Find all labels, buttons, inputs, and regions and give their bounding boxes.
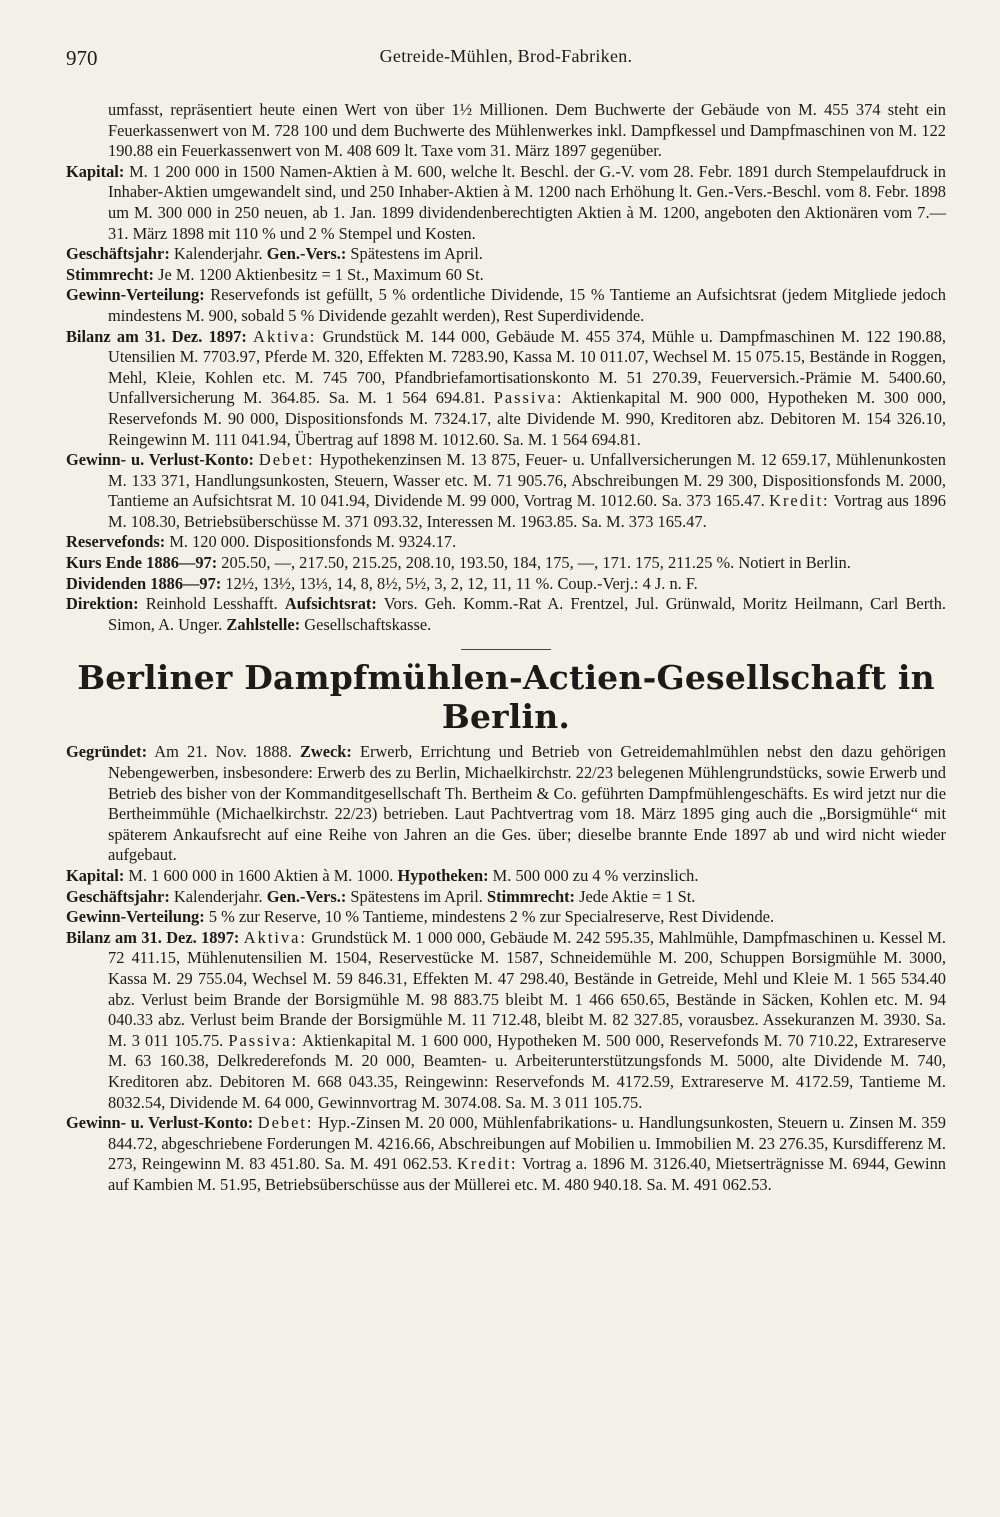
hypotheken-text: M. 500 000 zu 4 % verzinslich. (492, 866, 699, 885)
guv-entry (66, 450, 946, 532)
zahlstelle-text: Gesellschaftskasse. (304, 614, 432, 634)
gewinn-verteilung-entry (66, 285, 946, 326)
page-header (66, 46, 946, 76)
bilanz-aktiva-text: Grundstück M. 144 000, Gebäude M. 455 374, Mühle u. Dampfmaschinen M. 122 190.88, Utensilien M. 7703.97, Pferde M. 320, Effekten M. 7283.90, Kassa M. 10 011.07, Wechsel M. 15 075.15, Bestände in Roggen, Mehl, Kleie, Kohlen etc. M. 745 700, Pfandbriefamortisationskonto M. 51 270.39, Feuerversich.-Prämie M. 5400.60, Unfallversicherung M. 364.85. Sa. M. 1 564 694.81. (108, 326, 946, 408)
stimmrecht-entry (66, 265, 946, 286)
guv-kredit-text: Vortrag aus 1896 M. 108.30, Betriebsüberschüsse M. 371 093.32, Interessen M. 1963.85. Sa. M. 373 165.47. (108, 491, 946, 531)
kapital-label-2: Kapital: (66, 866, 125, 885)
guv-kredit-text-2: Vortrag a. 1896 M. 3126.40, Mietserträgnisse M. 6944, Gewinn auf Kambien M. 51.95, Betriebsüberschüsse aus der Müllerei etc. M. 480 940.18. Sa. M. 491 062.53. (108, 1154, 946, 1194)
zweck-label: Zweck: (299, 742, 352, 762)
direktion-text: Reinhold Lesshafft. (145, 594, 278, 614)
reservefonds-entry (66, 532, 946, 553)
aktiva-word-2: Aktiva: (243, 927, 307, 947)
geschaeftsjahr-text-2: Kalenderjahr. (173, 886, 263, 906)
passiva-word-2: Passiva: (228, 1030, 299, 1050)
aktiva-word: Aktiva: (253, 326, 317, 346)
bilanz-aktiva-text-2: Grundstück M. 1 000 000, Gebäude M. 242 595.35, Mahlmühle, Dampfmaschinen u. Kessel M. 72 411.15, Mühlenutensilien M. 1504, Reservestücke M. 1587, Schneidemühle M. 200, Schuppen Borsigmühle M. 3000, Kassa M. 29 755.04, Wechsel M. 59 846.31, Effekten M. 47 298.40, Bestände in Getreide, Mehl und Kleie M. 1 565 534.40 abz. Verlust beim Brande der Borsigmühle M. 98 883.75 bleibt M. 1 466 650.65, Bestände in Säcken, Kohlen etc. M. 94 040.33 abz. Verlust beim Brande der Borsigmühle M. 11 712.48, bleibt M. 82 327.85, vorausbez. Assekuranzen M. 3930. Sa. M. 3 011 105.75. (108, 927, 946, 1050)
aufsichtsrat-label: Aufsichtsrat: (284, 594, 377, 614)
gegruendet-entry (66, 742, 946, 866)
dividenden-entry (66, 574, 946, 595)
genvers-text: Spätestens im April. (350, 244, 483, 264)
zahlstelle-label: Zahlstelle: (226, 614, 301, 634)
stimmrecht-label-2: Stimmrecht: (487, 886, 575, 906)
bilanz-entry (66, 327, 946, 451)
bilanz-label: Bilanz am 31. Dez. 1897: (66, 326, 247, 346)
hypotheken-label: Hypotheken: (397, 866, 489, 885)
bilanz-label-2: Bilanz am 31. Dez. 1897: (66, 927, 240, 947)
kurs-text: 205.50, —, 217.50, 215.25, 208.10, 193.50, 184, 175, —, 171. 175, 211.25 %. Notiert in Berlin. (221, 553, 851, 573)
bilanz-passiva-text: Aktienkapital M. 900 000, Hypotheken M. 300 000, Reservefonds M. 90 000, Dispositionsfonds M. 7324.17, alte Dividende M. 990, Kreditoren abz. Debitoren M. 154 326.10, Reingewinn M. 111 041.94, Übertrag auf 1898 M. 1012.60. Sa. M. 1 564 694.81. (108, 388, 946, 449)
stimmrecht-text-2: Jede Aktie = 1 St. (579, 886, 696, 906)
bilanz-entry-2 (66, 928, 946, 1113)
geschaeftsjahr-entry-2 (66, 887, 946, 908)
guv-label: Gewinn- u. Verlust-Konto: (66, 450, 254, 470)
dividenden-label: Dividenden 1886—97: (66, 573, 222, 593)
dividenden-text: 12½, 13½, 13⅓, 14, 8, 8½, 5½, 3, 2, 12, 11, 11 %. Coup.-Verj.: 4 J. n. F. (225, 573, 698, 593)
reservefonds-label: Reservefonds: (66, 532, 166, 552)
gewinn-verteilung-label-2: Gewinn-Verteilung: (66, 907, 205, 927)
kapital-text-2: M. 1 600 000 in 1600 Aktien à M. 1000. (128, 866, 394, 885)
section-divider (461, 649, 551, 650)
kapital-label: Kapital: (66, 161, 125, 181)
stimmrecht-label: Stimmrecht: (66, 264, 154, 284)
geschaeftsjahr-label: Geschäftsjahr: (66, 244, 170, 264)
direktion-entry (66, 594, 946, 635)
kapital-entry (66, 162, 946, 244)
intro-text: umfasst, repräsentiert heute einen Wert von über 1½ Millionen. Dem Buchwerte der Gebäude von M. 455 374 steht ein Feuerkassenwert von M. 728 100 und dem Buchwerte des Mühlenwerkes inkl. Dampfkessel und Dampfmaschinen von M. 122 190.88 ein Feuerkassenwert von M. 408 609 lt. Taxe vom 31. März 1897 gegenüber. (108, 100, 946, 161)
passiva-word: Passiva: (493, 388, 564, 408)
genvers-text-2: Spätestens im April. (350, 886, 483, 906)
gegruendet-text: Am 21. Nov. 1888. (154, 742, 292, 762)
intro-paragraph (66, 100, 946, 162)
gegruendet-label: Gegründet: (66, 742, 148, 762)
gewinn-verteilung-label: Gewinn-Verteilung: (66, 285, 205, 305)
guv-label-2: Gewinn- u. Verlust-Konto: (66, 1113, 254, 1133)
guv-entry-2 (66, 1113, 946, 1195)
guv-debet-text-2: Hyp.-Zinsen M. 20 000, Mühlenfabrikations- u. Handlungsunkosten, Steuern u. Zinsen M. 359 844.72, abgeschriebene Forderungen M. 4216.66, Abschreibungen auf Mobilien u. Immobilien M. 23 276.35, Kursdifferenz M. 273, Reingewinn M. 83 451.80. Sa. M. 491 062.53. (108, 1113, 946, 1174)
zweck-text: Erwerb, Errichtung und Betrieb von Getreidemahlmühlen nebst den dazu gehörigen Nebengewerben, insbesondere: Erwerb des zu Berlin, Michaelkirchstr. 22/23 belegenen Mühlengrundstücks, sowie Erwerb und Betrieb des bisher von der Kommanditgesellschaft Th. Bertheim & Co. geführten Dampfmühlengeschäfts. Es wird jetzt nur die Bertheimmühle (Michaelkirchstr. 22/23) betrieben. Laut Pachtvertrag vom 18. März 1895 ging auch die „Borsigmühle“ mit späterem Ankaufsrecht auf eine Reihe von Jahren an die Ges. über; dieselbe brannte Ende 1897 ab und wird nicht wieder aufgebaut. (108, 742, 946, 865)
gewinn-verteilung-entry-2 (66, 907, 946, 928)
kapital-entry-2 (66, 866, 946, 887)
kredit-word-2: Kredit: (457, 1154, 518, 1174)
kredit-word: Kredit: (769, 491, 830, 511)
page-body (66, 100, 946, 1196)
stimmrecht-text: Je M. 1200 Aktienbesitz = 1 St., Maximum 60 St. (158, 264, 484, 284)
aufsichtsrat-text: Vors. Geh. Komm.-Rat A. Frentzel, Jul. Grünwald, Moritz Heilmann, Carl Berth. Simon, A. Unger. (108, 594, 947, 634)
gewinn-verteilung-text-2: 5 % zur Reserve, 10 % Tantieme, mindestens 2 % zur Specialreserve, Rest Dividende. (208, 907, 775, 927)
debet-word: Debet: (258, 450, 315, 470)
company-title: Berliner Dampfmühlen-Actien-Gesellschaft in Berlin. (77, 658, 935, 737)
guv-debet-text: Hypothekenzinsen M. 13 875, Feuer- u. Unfallversicherungen M. 12 659.17, Mühlenunkosten M. 133 371, Handlungsunkosten, Steuern, Wasser etc. M. 71 905.76, Abschreibungen M. 29 300, Dispositionsfonds M. 2000, Tantieme an Aufsichtsrat M. 10 041.94, Dividende M. 99 000, Vortrag M. 1012.60. Sa. 373 165.47. (108, 450, 947, 511)
page-number: 970 (66, 46, 98, 70)
reservefonds-text: M. 120 000. Dispositionsfonds M. 9324.17. (169, 532, 457, 552)
geschaeftsjahr-label-2: Geschäftsjahr: (66, 886, 170, 906)
kurs-label: Kurs Ende 1886—97: (66, 553, 218, 573)
genvers-label-2: Gen.-Vers.: (266, 886, 347, 906)
kapital-text: M. 1 200 000 in 1500 Namen-Aktien à M. 600, welche lt. Beschl. der G.-V. vom 28. Febr. 1891 durch Stempelaufdruck in Inhaber-Aktien umgewandelt sind, und 250 Inhaber-Aktien à M. 1200 nach Erhöhung lt. Gen.-Vers.-Beschl. vom 8. Febr. 1898 um M. 300 000 in 250 neuen, ab 1. Jan. 1899 dividendenberechtigten Aktien à M. 1200, angeboten den Aktionären vom 7.—31. März 1898 mit 110 % und 2 % Stempel und Kosten. (108, 161, 946, 243)
geschaeftsjahr-text: Kalenderjahr. (173, 244, 263, 264)
debet-word-2: Debet: (257, 1113, 314, 1133)
gewinn-verteilung-text: Reservefonds ist gefüllt, 5 % ordentliche Dividende, 15 % Tantieme an Aufsichtsrat (jedem Mitgliede jedoch mindestens M. 900, sobald 5 % Dividende gezahlt werden), Rest Superdividende. (108, 285, 946, 325)
direktion-label: Direktion: (66, 594, 139, 614)
running-title: Getreide-Mühlen, Brod-Fabriken. (379, 46, 633, 66)
bilanz-passiva-text-2: Aktienkapital M. 1 600 000, Hypotheken M. 500 000, Reservefonds M. 70 710.22, Extrareserve M. 63 160.38, Delkrederefonds M. 20 000, Beamten- u. Arbeiterunterstützungsfonds M. 5000, alte Dividende M. 740, Kreditoren abz. Debitoren M. 668 043.35, Reingewinn: Reservefonds M. 4172.59, Extrareserve M. 4172.59, Tantieme M. 8032.54, Dividende M. 64 000, Gewinnvortrag M. 3074.08. Sa. M. 3 011 105.75. (108, 1030, 946, 1112)
geschaeftsjahr-entry (66, 244, 946, 265)
genvers-label: Gen.-Vers.: (266, 244, 347, 264)
kurs-entry (66, 553, 946, 574)
